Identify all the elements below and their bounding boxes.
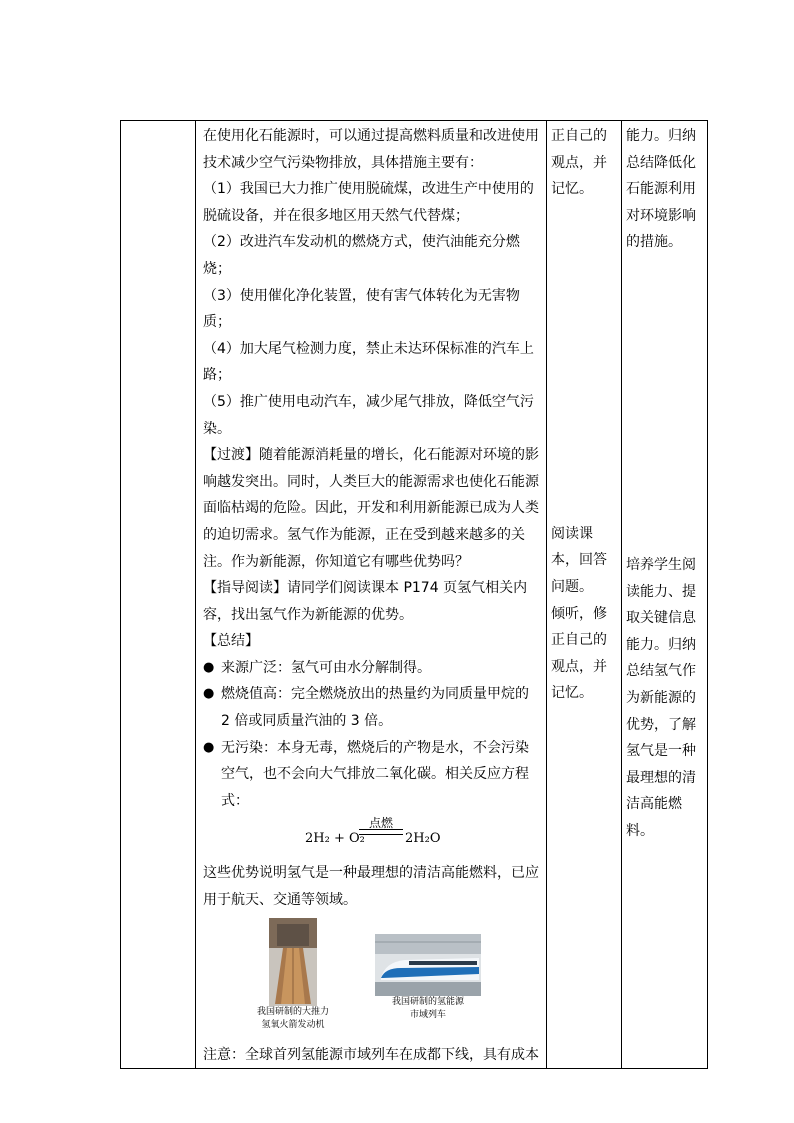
conclusion-text: 这些优势说明氢气是一种最理想的清洁高能燃料，已应用于航天、交通等领域。 [203, 865, 539, 909]
equation-reactants: 2H₂ + O₂ [305, 831, 365, 847]
teacher-activity-cell [196, 121, 547, 1069]
rocket-engine-image [269, 918, 317, 1006]
chemical-equation [203, 816, 541, 856]
measure-2: （2）改进汽车发动机的燃烧方式，使汽油能充分燃烧； [203, 234, 520, 277]
equation-equals-sign [359, 829, 403, 835]
lesson-plan-table [120, 120, 708, 1069]
purpose-block-2: 培养学生阅读能力、提取关键信息能力。归纳总结氢气作为新能源的优势，了解氢气是一种最理想的清洁高能燃料。 [626, 556, 696, 839]
rocket-caption-line2: 氢氧火箭发动机 [261, 1019, 325, 1030]
design-purpose-cell [622, 121, 708, 1069]
figure-row [203, 914, 541, 1042]
equation-condition: 点燃 [368, 816, 393, 831]
bullet-icon: ● [203, 686, 215, 702]
student-activity-cell [547, 121, 622, 1069]
transition-paragraph [203, 442, 541, 575]
spacer [626, 256, 703, 352]
student-block-1: 正自己的观点，并记忆。 [551, 128, 607, 198]
guide-text: 请同学们阅读课本 P174 页氢气相关内容，找出氢气作为新能源的优势。 [203, 580, 528, 623]
transition-text: 随着能源消耗量的增长，化石能源对环境的影响越发突出。同时，人类巨大的能源需求也使化石能源面临枯竭的危险。因此，开发和利用新能源已成为人类的迫切需求。氢气作为能源，正在受到越来越多的关注。作为新能源，你知道它有哪些优势吗？ [203, 447, 539, 570]
bullet-icon: ● [203, 739, 215, 755]
bullet-item [203, 735, 541, 815]
bullet-text: 无污染：本身无毒，燃烧后的产物是水，不会污染空气，也不会向大气排放二氧化碳。相关反应方程式： [221, 739, 529, 809]
spacer [551, 203, 617, 521]
purpose-block-1: 能力。归纳总结降低化石能源利用对环境影响的措施。 [626, 128, 696, 251]
measure-4: （4）加大尾气检测力度，禁止未达环保标准的汽车上路； [203, 340, 534, 384]
spacer [626, 352, 703, 552]
bullet-item [203, 655, 541, 682]
guide-paragraph [203, 575, 541, 628]
summary-heading: 【总结】 [203, 633, 259, 650]
student-block-2a: 阅读课本，回答问题。 [551, 525, 607, 595]
note-text: 注意：全球首列氢能源市域列车在成都下线，具有成本 [203, 1046, 539, 1063]
intro-text: 在使用化石能源时，可以通过提高燃料质量和改进使用技术减少空气污染物排放，具体措施主要有： [203, 128, 539, 171]
measure-3: （3）使用催化净化装置，使有害气体转化为无害物质； [203, 287, 520, 331]
rocket-caption-line1: 我国研制的大推力 [256, 1006, 329, 1017]
blank-column [121, 121, 196, 1069]
hydrogen-train-image [375, 934, 481, 996]
bullet-text: 燃烧值高：完全燃烧放出的热量约为同质量甲烷的 2 倍或同质量汽油的 3 倍。 [221, 686, 529, 730]
bullet-icon: ● [203, 659, 215, 675]
bullet-item [203, 681, 541, 734]
student-block-2b: 倾听，修正自己的观点，并记忆。 [551, 605, 607, 702]
train-caption-line2: 市域列车 [409, 1009, 446, 1020]
guide-tag: 【指导阅读】 [203, 580, 287, 597]
train-caption-line1: 我国研制的氢能源 [391, 996, 464, 1007]
transition-tag: 【过渡】 [203, 447, 259, 464]
bullet-text: 来源广泛：氢气可由水分解制得。 [221, 659, 431, 676]
measure-5: （5）推广使用电动汽车，减少尾气排放，降低空气污染。 [203, 393, 534, 437]
measure-1: （1）我国已大力推广使用脱硫煤，改进生产中使用的脱硫设备，并在很多地区用天然气代替煤； [203, 181, 534, 224]
equation-product: 2H₂O [405, 831, 441, 847]
train-figure [363, 934, 493, 1022]
rocket-figure [243, 918, 343, 1032]
